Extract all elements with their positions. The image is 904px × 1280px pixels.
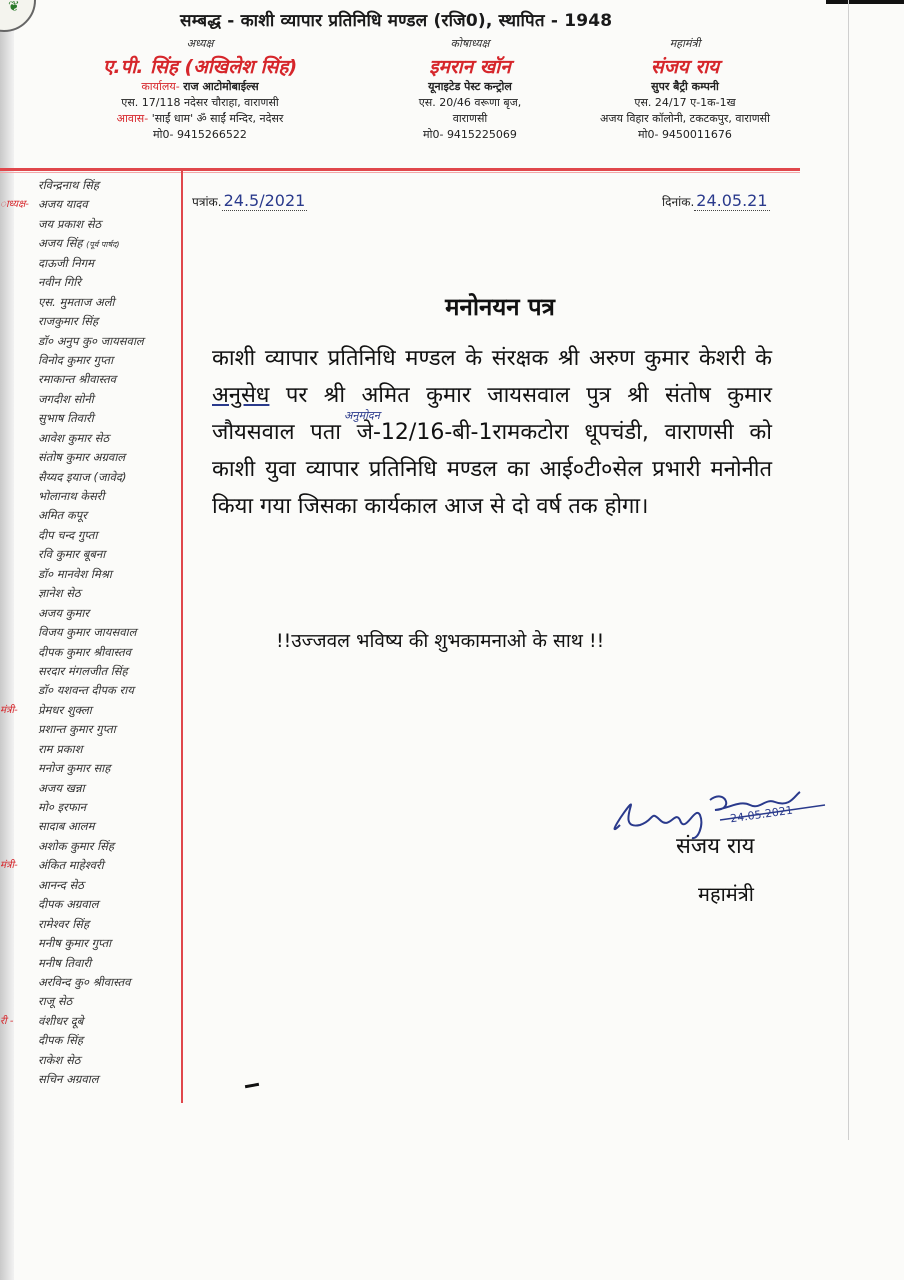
member-name (38, 351, 113, 370)
member-name-text: राम प्रकाश (38, 741, 83, 756)
officer-name: ए.पी. सिंह (अखिलेश सिंह) (102, 56, 298, 78)
member-name (38, 448, 125, 467)
member-name-text: दीप चन्द गुप्ता (38, 527, 98, 542)
member-name-text: सरदार मंगलजीत सिंह (38, 663, 128, 678)
member-name-text: दीपक कुमार श्रीवास्तव (38, 644, 132, 659)
letter-title: मनोनयन पत्र (445, 293, 555, 321)
member-name-text: रमाकान्त श्रीवास्तव (38, 372, 117, 387)
member-row (0, 487, 180, 506)
member-name (38, 973, 131, 992)
member-row (0, 195, 180, 214)
member-name (38, 370, 116, 389)
struck-word: अनुसेध (212, 383, 270, 408)
member-name (38, 837, 114, 856)
member-list (0, 176, 180, 1090)
member-name (38, 409, 94, 428)
member-name-text: मनीष कुमार गुप्ता (38, 936, 112, 951)
member-name (38, 526, 97, 545)
member-row (0, 1012, 180, 1031)
member-row (0, 934, 180, 953)
officer-name: संजय राय (650, 56, 720, 78)
letter-date (662, 191, 770, 210)
member-name-text: सादाब आलम (38, 819, 95, 834)
member-row (0, 817, 180, 836)
member-name (38, 273, 81, 292)
member-name-text: मनीष तिवारी (38, 955, 92, 970)
member-name-text: राकेश सेठ (38, 1052, 81, 1067)
member-name (38, 1012, 83, 1031)
member-name (38, 895, 99, 914)
signer-title: महामंत्री (698, 882, 754, 906)
member-row (0, 856, 180, 875)
member-name (38, 643, 131, 662)
member-name (38, 195, 88, 214)
member-name-text: रामेश्वर सिंह (38, 916, 90, 931)
officer-mobile: मो0- 9415225069 (423, 128, 517, 141)
member-name-text: अजय खन्ना (38, 780, 85, 795)
member-row (0, 332, 180, 351)
member-name-text: वंशीधर दूबे (38, 1013, 84, 1028)
signature-date: 24.05.2021 (729, 803, 794, 826)
member-row (0, 954, 180, 973)
member-name-text: डॉ० मानवेश मिश्रा (38, 566, 112, 581)
officer-role: महामंत्री (669, 37, 701, 50)
member-name (38, 1031, 83, 1050)
member-name-text: एस. मुमताज अली (38, 294, 115, 309)
date-label: दिनांक. (662, 195, 695, 209)
member-name-text: अजय यादव (38, 197, 88, 212)
member-row (0, 876, 180, 895)
member-name (38, 176, 99, 195)
officer-role: अध्यक्ष (186, 37, 214, 50)
member-row (0, 720, 180, 739)
member-name (38, 584, 81, 603)
member-name-text: अंकित माहेश्वरी (38, 858, 104, 873)
member-name-text: सुभाष तिवारी (38, 411, 94, 426)
member-row (0, 623, 180, 642)
member-row (0, 273, 180, 292)
reference-number (192, 191, 307, 210)
member-name (38, 720, 116, 739)
officer-role: कोषाध्यक्ष (450, 37, 490, 50)
member-row (0, 526, 180, 545)
body-text-1: काशी व्यापार प्रतिनिधि मण्डल के संरक्षक श्री अरुण कुमार केशरी के (212, 346, 772, 371)
member-name (38, 390, 94, 409)
member-name-text: नवीन गिरि (38, 275, 81, 290)
member-name (38, 487, 105, 506)
officer-president (50, 36, 350, 143)
member-row (0, 915, 180, 934)
member-name-text: जगदीश सोनी (38, 391, 94, 406)
closing-wishes: !!उज्जवल भविष्य की शुभकामनाओ के साथ !! (276, 630, 605, 652)
member-name (38, 604, 89, 623)
member-row (0, 351, 180, 370)
member-row (0, 506, 180, 525)
member-row (0, 390, 180, 409)
member-name (38, 215, 101, 234)
member-row (0, 837, 180, 856)
member-row (0, 429, 180, 448)
sidebar-divider (181, 171, 183, 1103)
member-name-text: अजय सिंह (38, 236, 83, 251)
member-name-text: अरविन्द कु० श्रीवास्तव (38, 974, 131, 989)
member-name-text: विजय कुमार जायसवाल (38, 625, 137, 640)
member-name (38, 798, 86, 817)
member-name (38, 293, 114, 312)
member-row (0, 1070, 180, 1089)
office-address-2: अजय विहार कॉलोनी, टकटकपुर, वाराणसी (600, 112, 770, 125)
office-address: एस. 17/118 नदेसर चौराहा, वाराणसी (121, 96, 279, 109)
member-name (38, 468, 126, 487)
member-row (0, 1051, 180, 1070)
date-value: 24.05.21 (696, 191, 768, 210)
member-name (38, 856, 104, 875)
member-name-text: मो० इरफान (38, 800, 87, 814)
member-row (0, 545, 180, 564)
officer-name: इमरान खॉन (429, 56, 511, 78)
member-name-text: रवि कुमार बूबना (38, 547, 106, 562)
member-name-text: रविन्द्रनाथ सिंह (38, 178, 99, 192)
scan-border (826, 0, 904, 4)
officer-treasurer (370, 36, 570, 143)
member-name-text: जय प्रकाश सेठ (38, 216, 102, 231)
member-row (0, 448, 180, 467)
member-name-text: प्रेमधर शुक्ला (38, 702, 92, 717)
member-name-text: राजकुमार सिंह (38, 314, 99, 329)
member-role: ाध्यक्ष- (0, 199, 29, 211)
member-name-text: अशोक कुमार सिंह (38, 838, 114, 853)
member-name-text: संतोष कुमार अग्रवाल (38, 450, 126, 465)
member-name (38, 915, 89, 934)
member-name-text: भोलानाथ केसरी (38, 489, 105, 503)
member-name (38, 817, 95, 836)
member-name (38, 332, 144, 351)
member-name (38, 545, 105, 564)
member-name (38, 759, 110, 778)
member-name (38, 779, 85, 798)
member-name (38, 681, 134, 700)
member-name (38, 876, 84, 895)
member-row (0, 370, 180, 389)
member-row (0, 992, 180, 1011)
member-name-text: ज्ञानेश सेठ (38, 586, 81, 601)
member-name-text: अजय कुमार (38, 605, 90, 620)
member-name-text: सचिन अग्रवाल (38, 1072, 99, 1087)
officer-mobile: मो0- 9450011676 (638, 128, 732, 141)
member-row (0, 895, 180, 914)
signer-name: संजय राय (676, 834, 755, 859)
member-row (0, 798, 180, 817)
residence-address: 'साईं धाम' ॐ साईं मन्दिर, नदेसर (151, 112, 284, 125)
member-row (0, 215, 180, 234)
residence-label: आवास- (116, 112, 149, 125)
member-name (38, 312, 98, 331)
member-role: मंत्री- (0, 704, 18, 716)
member-name-text: मनोज कुमार साह (38, 761, 111, 776)
member-name-text: विनोद कुमार गुप्ता (38, 352, 114, 367)
member-row (0, 312, 180, 331)
ink-mark (245, 1083, 259, 1088)
reference-value: 24.5/2021 (223, 191, 306, 210)
member-name-text: दाऊजी निगम (38, 255, 94, 270)
member-name (38, 992, 72, 1011)
officer-secretary (560, 36, 810, 143)
member-row (0, 254, 180, 273)
member-row (0, 409, 180, 428)
member-row (0, 176, 180, 195)
reference-label: पत्रांक. (192, 195, 222, 209)
member-name-text: अमित कपूर (38, 508, 87, 523)
letter-body (212, 340, 772, 525)
page-edge (848, 0, 849, 1140)
member-row (0, 681, 180, 700)
member-name (38, 934, 111, 953)
member-row (0, 604, 180, 623)
organization-logo (0, 0, 36, 32)
member-row (0, 468, 180, 487)
office-city: वाराणसी (452, 112, 488, 125)
member-row (0, 234, 180, 253)
member-row (0, 779, 180, 798)
member-name (38, 623, 136, 642)
member-name (38, 254, 94, 273)
member-name (38, 954, 91, 973)
leaf-icon: ❦ (8, 0, 20, 15)
member-name (38, 662, 128, 681)
member-name-text: दीपक सिंह (38, 1033, 83, 1048)
member-row (0, 565, 180, 584)
member-row (0, 293, 180, 312)
member-name (38, 234, 119, 254)
body-text-2: पर श्री अमित कुमार जायसवाल पुत्र श्री संतोष कुमार जौयसवाल पता जे-12/16-बी-1रामकटोरा धूपचंडी, वाराणसी को काशी युवा व्यापार प्रतिनिधि मण्डल का आई०टी०सेल प्रभारी मनोनीत किया गया जिसका कार्यकाल आज से दो वर्ष तक होगा। (212, 383, 772, 519)
affiliation-line: सम्बद्ध - काशी व्यापार प्रतिनिधि मण्डल (रजि0), स्थापित - 1948 (180, 11, 613, 31)
member-name-text: आनन्द सेठ (38, 877, 84, 892)
member-row (0, 740, 180, 759)
office-name: सुपर बैट्री कम्पनी (651, 80, 719, 93)
member-name-text: डॉ० अनुप कु० जायसवाल (38, 333, 144, 348)
member-name-text: दीपक अग्रवाल (38, 897, 99, 912)
member-name (38, 506, 87, 525)
office-address: एस. 24/17 ए-1क-1ख (634, 96, 736, 109)
member-row (0, 973, 180, 992)
member-note: (पूर्व पार्षद) (86, 240, 120, 250)
member-role: री - (0, 1015, 14, 1027)
office-name: यूनाइटेड पेस्ट कन्ट्रोल (428, 80, 512, 93)
member-name-text: आवेश कुमार सेठ (38, 430, 110, 445)
member-role: मंत्री- (0, 860, 18, 872)
member-name-text: राजू सेठ (38, 994, 73, 1009)
member-name (38, 429, 109, 448)
office-label: कार्यालय- (141, 80, 180, 93)
officer-mobile: मो0- 9415266522 (153, 128, 247, 141)
member-name (38, 701, 92, 720)
member-row (0, 643, 180, 662)
member-name-text: सैय्यद इयाज (जावेद) (38, 469, 127, 484)
office-name: राज आटोमोबाईल्स (183, 80, 259, 93)
handwritten-correction: अनुमोदन (344, 409, 380, 422)
office-address: एस. 20/46 वरूणा बृज, (418, 96, 522, 109)
member-row (0, 662, 180, 681)
member-row (0, 584, 180, 603)
member-name (38, 1070, 99, 1089)
member-row (0, 1031, 180, 1050)
member-name-text: डॉ० यशवन्त दीपक राय (38, 683, 134, 698)
member-row (0, 701, 180, 720)
member-name (38, 1051, 80, 1070)
member-name-text: प्रशान्त कुमार गुप्ता (38, 722, 116, 737)
member-row (0, 759, 180, 778)
header-divider (0, 168, 800, 171)
member-name (38, 740, 82, 759)
header-divider-thin (0, 172, 800, 173)
member-name (38, 565, 112, 584)
